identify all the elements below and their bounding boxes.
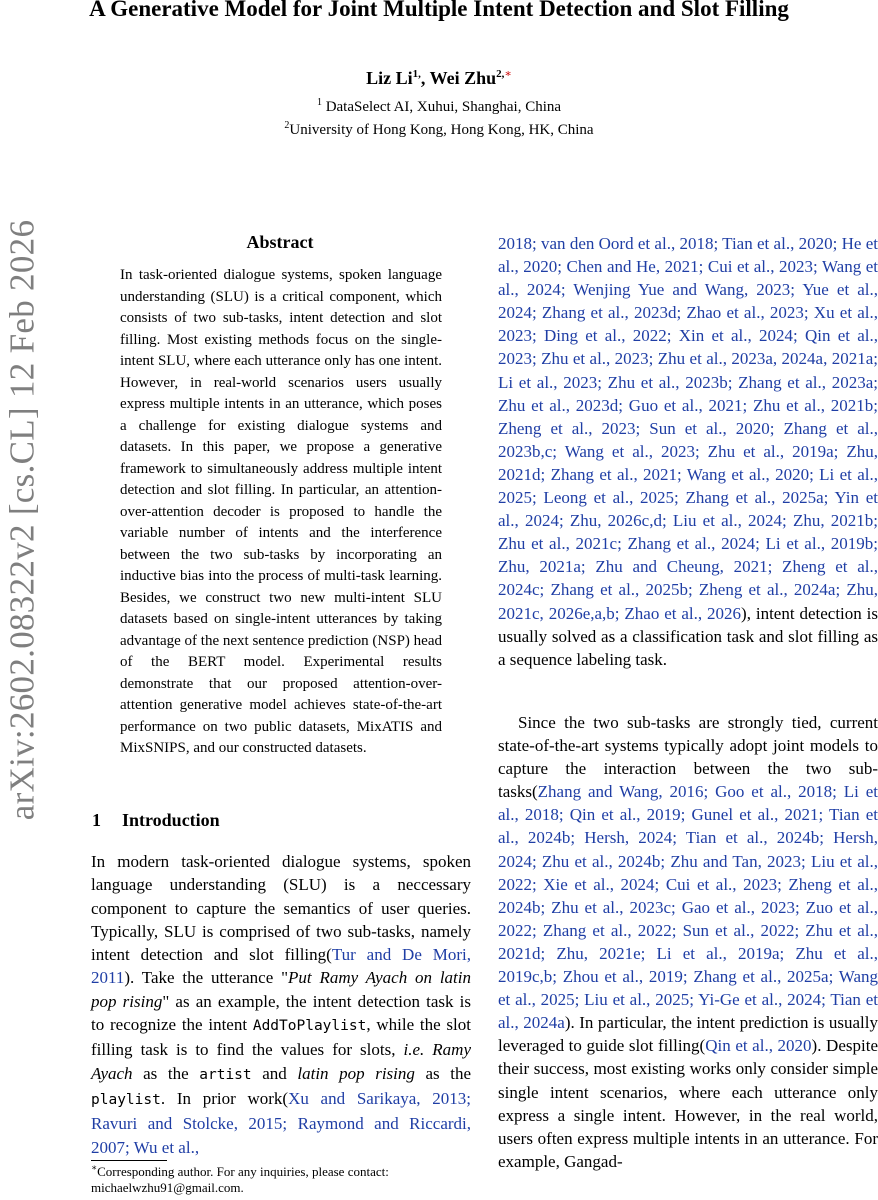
section-title: Introduction [122, 810, 220, 830]
arxiv-identifier-stamp [0, 150, 44, 890]
citation-group[interactable]: Xu and Sarikaya, 2013; Ravuri and Stolcke, 2015; Raymond and Riccardi, 2007; Wu et al., [91, 1088, 471, 1157]
introduction-paragraph-2 [498, 711, 878, 1173]
affiliation-1-mark: 1 [316, 97, 322, 108]
p1-text-a: In modern task-oriented dialogue systems, spoken language understanding (SLU) is a neccessary component to capture the semantics of user queries. Typically, SLU is comprised of two sub-tasks, namely intent detection and slot filling( [91, 852, 471, 965]
p1-text-c: " as an example, the intent detection task is to recognize the intent [91, 991, 471, 1035]
introduction-paragraph-1-continued [498, 232, 878, 671]
intent-label-code: AddToPlaylist [252, 1018, 367, 1035]
slot-value-1: Ramy Ayach [91, 1040, 471, 1083]
affiliation-2 [0, 122, 878, 139]
introduction-paragraph-1 [91, 850, 471, 1159]
citation-link[interactable]: Qin et al., 2020 [705, 1036, 812, 1056]
author-line [0, 68, 878, 89]
abstract-text: In task-oriented dialogue systems, spoken language understanding (SLU) is a critical component, which consists of two sub-tasks, intent detection and slot filling. Most existing methods focus on the single-intent SLU, where each utterance only has one intent. However, in real-world scenarios users usually express multiple intents in an utterance, which poses a challenge for existing dialogue systems and datasets. In this paper, we propose a generative framework to simultaneously address multiple intent detection and slot filling. In particular, an attention-over-attention decoder is proposed to handle the variable number of intents and the interference between the two sub-tasks by incorporating an inductive bias into the process of multi-task learning. Besides, we construct two new multi-intent SLU datasets based on single-intent utterances by taking advantage of the next sentence prediction (NSP) head of the BERT model. Experimental results demonstrate that our proposed attention-over-attention generative model achieves state-of-the-art performance on two public datasets, MixATIS and MixSNIPS, and our constructed datasets. [120, 267, 442, 756]
p2-text-c: ). Despite their success, most existing works only consider simple single intent scenarios, where each utterance only express a single intent. However, in the real world, users often express multiple intents in an utterance. For example, Gangad- [498, 1036, 878, 1171]
ie-abbrev: i.e. [403, 1040, 425, 1060]
affiliation-2-text: University of Hong Kong, Hong Kong, HK, China [289, 122, 594, 138]
slot-label-artist: artist [199, 1066, 252, 1083]
author-2-affiliation-number: 2, [496, 68, 505, 80]
p1-text-b: ). Take the utterance " [124, 968, 289, 988]
affiliation-2-mark: 2 [284, 120, 290, 131]
affiliation-1-text: DataSelect AI, Xuhui, Shanghai, China [321, 99, 562, 115]
p1-text-h: as the [414, 1063, 472, 1083]
p1-text-f: as the [132, 1063, 200, 1083]
abstract-heading: Abstract [246, 232, 314, 252]
footnote-corresponding-author [91, 1164, 481, 1196]
section-number: 1 [92, 810, 101, 830]
affiliation-1 [0, 99, 878, 116]
footnote-divider [91, 1160, 167, 1161]
p1-text-g: and [251, 1063, 298, 1083]
p2-text-a: Since the two sub-tasks are strongly tied, current state-of-the-art systems typically adopt joint models to capture the interaction between the two sub-tasks( [498, 713, 878, 802]
author-2-affiliation-mark [496, 68, 512, 80]
slot-value-2: latin pop rising [297, 1063, 415, 1083]
example-utterance: Put Ramy Ayach on latin pop rising [91, 968, 472, 1011]
author-name-2: Wei Zhu [429, 68, 497, 88]
footnote-mark: ∗ [91, 1162, 98, 1173]
footnote-text: Corresponding author. For any inquiries, please contact: michaelwzhu91@gmail.com. [91, 1164, 389, 1195]
citation-link[interactable]: Tur and De Mori, 2011 [91, 945, 471, 988]
p1-tail-text: ), intent detection is usually solved as a classification task and slot filling as a sequence labeling task. [498, 603, 878, 669]
p1-text-d: , while the slot filling task is to find the values for slots, [91, 1015, 471, 1060]
p1-text-i: . In prior work( [160, 1088, 289, 1108]
author-name-1: Liz Li [366, 68, 413, 88]
citation-group[interactable]: 2018; van den Oord et al., 2018; Tian et al., 2020; He et al., 2020; Chen and He, 2021; Cui et al., 2023; Wang et al., 2024; Wenjing Yue and Wang, 2023; Yue et al., 2024; Zhang et al., 2023d; Zhao et al., 2023; Xu et al., 2023; Ding et al., 2022; Xin et al., 2024; Qin et al., 2023; Zhu et al., 2023; Zhu et al., 2023a, 2024a, 2021a; Li et al., 2023; Zhu et al., 2023b; Zhang et al., 2023a; Zhu et al., 2023d; Guo et al., 2021; Zhu et al., 2021b; Zheng et al., 2023; Sun et al., 2020; Zhang et al., 2023b,c; Wang et al., 2023; Zhu et al., 2019a; Zhu, 2021d; Zhang et al., 2021; Wang et al., 2020; Li et al., 2025; Leong et al., 2025; Zhang et al., 2025a; Yin et al., 2024; Zhu, 2026c,d; Liu et al., 2024; Zhu, 2021b; Zhu et al., 2021c; Zhang et al., 2024; Li et al., 2019b; Zhu, 2021a; Zhu and Cheung, 2021; Zheng et al., 2024c; Zhang et al., 2025b; Zheng et al., 2024a; Zhu, 2021c, 2026e,a,b; Zhao et al., 2026 [498, 234, 878, 623]
paper-title: A Generative Model for Joint Multiple Intent Detection and Slot Filling [89, 0, 789, 21]
section-heading-introduction [92, 810, 220, 831]
author-1-affiliation-mark: 1, [412, 68, 421, 80]
p2-text-b: ). In particular, the intent prediction is usually leveraged to guide slot filling( [498, 1013, 878, 1056]
author-separator: , [420, 68, 430, 88]
slot-label-playlist: playlist [91, 1091, 161, 1108]
arxiv-identifier-text: arXiv:2602.08322v2 [cs.CL] 12 Feb 2026 [2, 219, 42, 821]
citation-group[interactable]: Zhang and Wang, 2016; Goo et al., 2018; Li et al., 2018; Qin et al., 2019; Gunel et al., 2021; Tian et al., 2024b; Hersh, 2024; Tian et al., 2024b; Hersh, 2024; Zhu et al., 2024b; Zhu and Tan, 2023; Liu et al., 2022; Xie et al., 2024; Cui et al., 2023; Zheng et al., 2024b; Zhu et al., 2023c; Gao et al., 2023; Zuo et al., 2022; Zhang et al., 2022; Sun et al., 2022; Zhu et al., 2021d; Zhu, 2021e; Li et al., 2019a; Zhu et al., 2019c,b; Zhou et al., 2019; Zhang et al., 2025a; Wang et al., 2025; Liu et al., 2025; Yi-Ge et al., 2024; Tian et al., 2024a [498, 782, 878, 1033]
corresponding-author-mark: ∗ [504, 68, 512, 80]
